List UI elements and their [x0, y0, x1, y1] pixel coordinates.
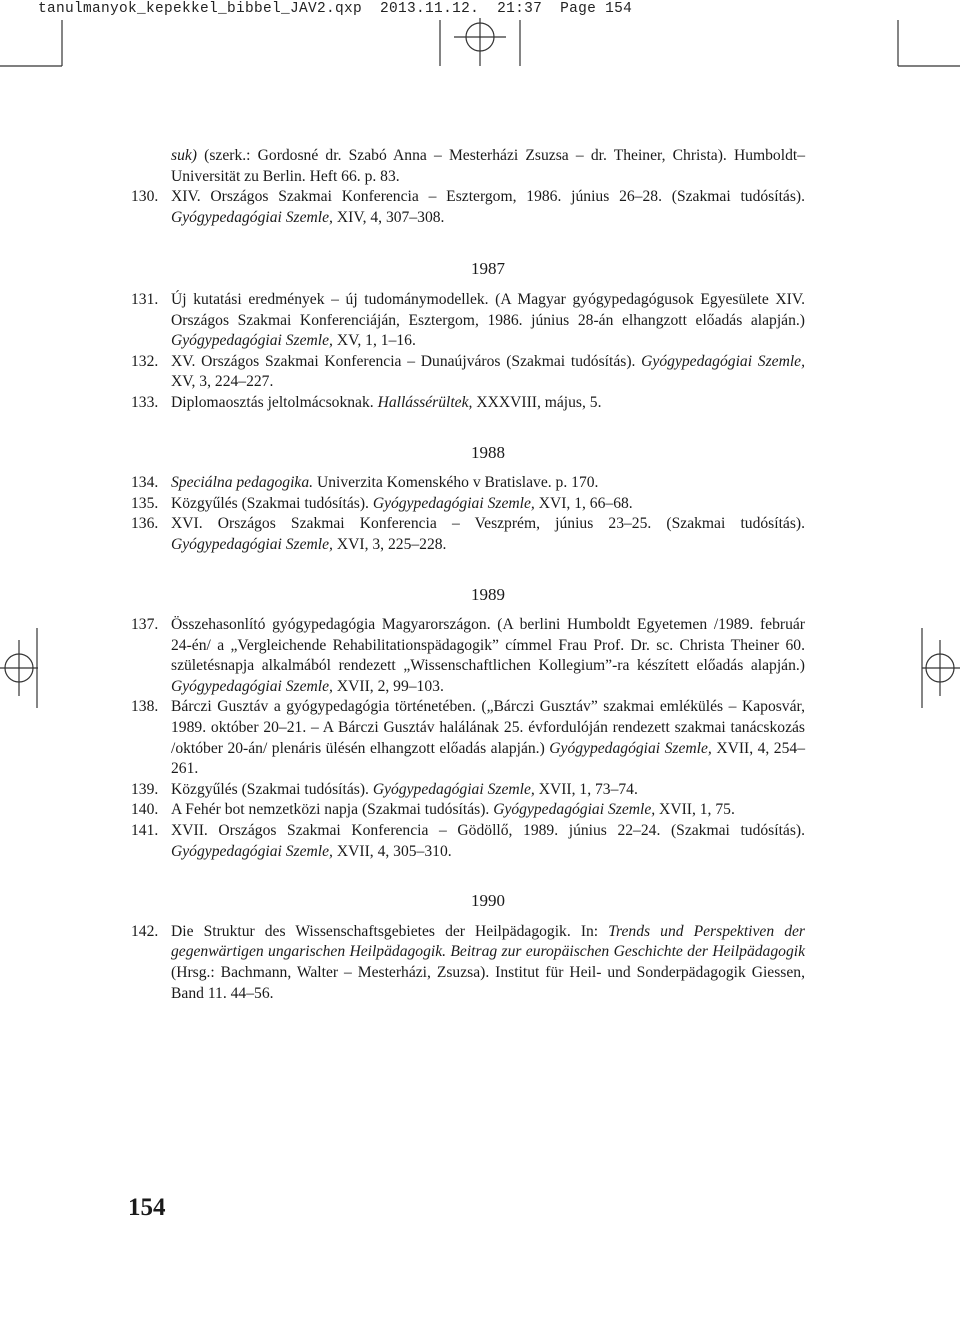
- print-slug: tanulmanyok_kepekkel_bibbel_JAV2.qxp 2013.11.12. 21:37 Page 154: [38, 1, 633, 17]
- year-heading-1990: 1990: [471, 891, 505, 911]
- entry-number: 133.: [131, 393, 159, 411]
- list-item: [131, 615, 805, 697]
- entry-number: 141.: [131, 822, 159, 840]
- entry-text: Új kutatási eredmények – új tudománymodellek. (A Magyar gyógypedagógusok Egyesülete XIV. Országos Szakmai Konferenciáján, Esztergom, 1986. június 28-án elhangzott előadás alapján.): [171, 290, 805, 329]
- entry-number: 139.: [131, 780, 159, 798]
- entry-journal: Gyógypedagógiai Szemle,: [171, 332, 333, 350]
- entry-number: 130.: [131, 188, 159, 206]
- list-item: [131, 473, 805, 494]
- entry-journal: Gyógypedagógiai Szemle,: [171, 842, 333, 860]
- list-item: [131, 780, 805, 801]
- entry-ref: XVII, 2, 99–103.: [332, 677, 444, 695]
- registration-mark-top-icon: [0, 18, 960, 66]
- entry-text: Univerzita Komenského v Bratislave. p. 170.: [313, 474, 599, 492]
- entry-text: XIV. Országos Szakmai Konferencia – Esztergom, 1986. június 26–28. (Szakmai tudósítás).: [171, 188, 805, 206]
- page-number: 154: [128, 1194, 166, 1221]
- entry-text: XV. Országos Szakmai Konferencia – Dunaújváros (Szakmai tudósítás).: [171, 352, 642, 370]
- entry-text: A Fehér bot nemzetközi napja (Szakmai tudósítás).: [171, 801, 494, 819]
- entry-text: XVI. Országos Szakmai Konferencia – Veszprém, június 23–25. (Szakmai tudósítás).: [171, 515, 805, 533]
- list-item: [131, 352, 805, 393]
- bibliography-body: [131, 146, 805, 1004]
- year-heading-1987: 1987: [471, 259, 505, 279]
- registration-mark-right-icon: [922, 628, 960, 708]
- entry-number: 136.: [131, 515, 159, 533]
- entry-journal: Gyógypedagógiai Szemle,: [171, 677, 333, 695]
- entry-book-title: Trends und Perspektiven der gegenwärtigen ungarischen Heilpädagogik. Beitrag zur europäischen Geschichte der Heilpädagogik: [171, 922, 805, 961]
- entry-journal: Gyógypedagógiai Szemle,: [171, 535, 333, 553]
- entry-journal: Gyógypedagógiai Szemle,: [372, 494, 535, 512]
- list-item: [131, 290, 805, 352]
- list-item: [131, 494, 805, 515]
- year-heading-1988: 1988: [471, 442, 505, 462]
- entry-journal: Gyógypedagógiai Szemle,: [549, 739, 712, 757]
- entry-journal: Gyógypedagógiai Szemle,: [493, 801, 656, 819]
- list-item: [131, 800, 805, 821]
- entry-ref: XVII, 4, 254–261.: [171, 739, 805, 778]
- list-item: [131, 514, 805, 555]
- entry-ref: XVII, 4, 305–310.: [332, 842, 452, 860]
- entry-journal: Gyógypedagógiai Szemle,: [372, 780, 535, 798]
- continuation-entry: [131, 146, 805, 187]
- entry-number: 131.: [131, 290, 159, 308]
- entry-text: Diplomaosztás jeltolmácsoknak.: [171, 393, 378, 411]
- entry-number: 135.: [131, 494, 159, 512]
- list-item: [131, 697, 805, 779]
- entry-title-italic: Speciálna pedagogika.: [171, 474, 314, 492]
- entry-ref: XVII, 1, 73–74.: [534, 780, 638, 798]
- entry-text: Közgyűlés (Szakmai tudósítás).: [171, 780, 373, 798]
- entry-ref: XV, 3, 224–227.: [171, 373, 274, 391]
- entry-number: 137.: [131, 616, 159, 634]
- entry-number: 142.: [131, 922, 159, 940]
- entry-ref: (Hrsg.: Bachmann, Walter – Mesterházi, Zsuzsa). Institut für Heil- und Sonderpädagogik Giessen, Band 11. 44–56.: [171, 964, 805, 1002]
- year-heading-1989: 1989: [471, 584, 505, 604]
- entry-number: 140.: [131, 801, 159, 819]
- list-item: [131, 187, 805, 228]
- entry-ref: XVI, 3, 225–228.: [332, 535, 447, 553]
- entry-text: Bárczi Gusztáv a gyógypedagógia történetében. („Bárczi Gusztáv” szakmai emlékülés – Kaposvár, 1989. október 20–21. – A Bárczi Gusztáv halálának 25. évfordulóján rendezett szakmai tanácskozás /október 20-án/ plenáris ülésén elhangzott előadás alapján.): [171, 698, 805, 757]
- entry-number: 132.: [131, 352, 159, 370]
- entry-text: Összehasonlító gyógypedagógia Magyarországon. (A berlini Humboldt Egyetemen /1989. február 24-én/ a „Vergleichende Rehabilitationspädagogik” címmel Frau Prof. Dr. sc. Christa Theiner 60. születésnapja alkalmából rendezett „Wissenschaftlichen Kollegium”-ra készített előadás alapján.): [171, 616, 805, 675]
- continuation-text: (szerk.: Gordosné dr. Szabó Anna – Mesterházi Zsuzsa – dr. Theiner, Christa). Humboldt–Universität zu Berlin. Heft 66. p. 83.: [171, 147, 805, 185]
- list-item: [131, 393, 805, 414]
- entry-journal: Gyógypedagógiai Szemle,: [171, 208, 333, 226]
- entry-ref: XIV, 4, 307–308.: [332, 208, 445, 226]
- list-item: [131, 821, 805, 862]
- entry-ref: XXXVIII, május, 5.: [472, 393, 602, 411]
- entry-number: 134.: [131, 474, 159, 492]
- entry-ref: XV, 1, 1–16.: [332, 332, 416, 350]
- entry-journal: Gyógypedagógiai Szemle,: [641, 352, 805, 370]
- entry-ref: XVII, 1, 75.: [655, 801, 735, 819]
- entry-journal: Hallássérültek,: [377, 393, 473, 411]
- entry-ref: XVI, 1, 66–68.: [534, 494, 633, 512]
- entry-text: Die Struktur des Wissenschaftsgebietes der Heilpädagogik. In:: [171, 922, 609, 940]
- continuation-italic: suk): [171, 147, 197, 164]
- list-item: [131, 922, 805, 1004]
- registration-mark-left-icon: [0, 628, 38, 708]
- entry-text: XVII. Országos Szakmai Konferencia – Gödöllő, 1989. június 22–24. (Szakmai tudósítás).: [171, 822, 805, 840]
- entry-number: 138.: [131, 698, 159, 716]
- entry-text: Közgyűlés (Szakmai tudósítás).: [171, 494, 373, 512]
